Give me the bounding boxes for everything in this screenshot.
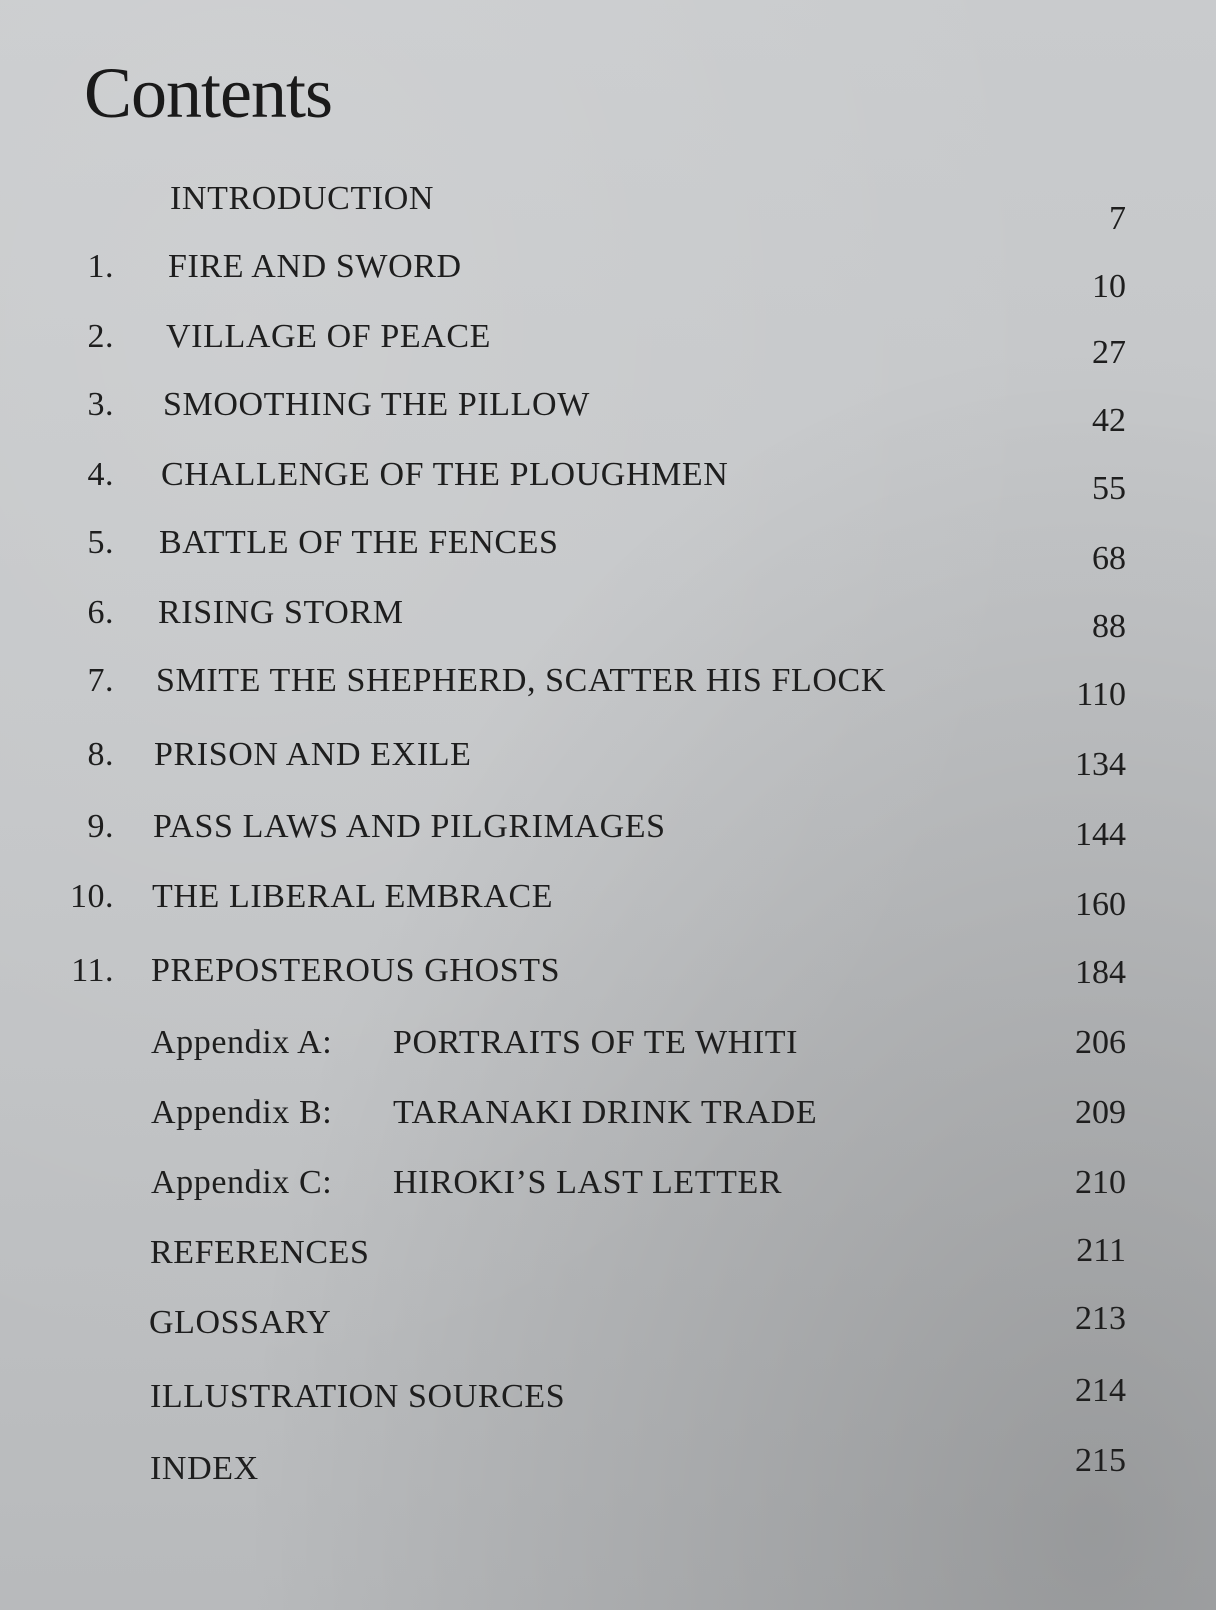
entry-title: ILLUSTRATION SOURCES bbox=[150, 1378, 566, 1415]
chapter-number: 2. bbox=[87, 318, 114, 355]
page-number: 10 bbox=[1092, 268, 1126, 305]
chapter-number: 3. bbox=[87, 386, 114, 423]
page-number: 215 bbox=[1075, 1442, 1126, 1479]
entry-title: SMITE THE SHEPHERD, SCATTER HIS FLOCK bbox=[156, 662, 886, 699]
chapter-number: 7. bbox=[87, 662, 114, 699]
page-number: 209 bbox=[1075, 1094, 1126, 1131]
page-number: 210 bbox=[1075, 1164, 1126, 1201]
page-number: 110 bbox=[1076, 676, 1126, 713]
page-number: 211 bbox=[1076, 1232, 1126, 1269]
entry-title: PRISON AND EXILE bbox=[154, 736, 472, 773]
entry-title: INTRODUCTION bbox=[170, 180, 435, 217]
entry-title: PORTRAITS OF TE WHITI bbox=[393, 1024, 799, 1061]
entry-title: REFERENCES bbox=[150, 1234, 370, 1271]
entry-title: BATTLE OF THE FENCES bbox=[159, 524, 559, 561]
page-number: 134 bbox=[1075, 746, 1126, 783]
page-title: Contents bbox=[84, 53, 333, 133]
entry-title: SMOOTHING THE PILLOW bbox=[163, 386, 590, 423]
entry-title: TARANAKI DRINK TRADE bbox=[393, 1094, 818, 1131]
entry-title: THE LIBERAL EMBRACE bbox=[152, 878, 554, 915]
page-number: 42 bbox=[1092, 402, 1126, 439]
chapter-number: 5. bbox=[87, 524, 114, 561]
entry-title: VILLAGE OF PEACE bbox=[166, 318, 492, 355]
page-number: 7 bbox=[1109, 200, 1126, 237]
entry-title: FIRE AND SWORD bbox=[168, 248, 462, 285]
entry-title: HIROKI’S LAST LETTER bbox=[393, 1164, 783, 1201]
page-number: 55 bbox=[1092, 470, 1126, 507]
page-number: 144 bbox=[1075, 816, 1126, 853]
entry-title: PASS LAWS AND PILGRIMAGES bbox=[153, 808, 666, 845]
page-number: 213 bbox=[1075, 1300, 1126, 1337]
chapter-number: 4. bbox=[87, 456, 114, 493]
chapter-number: 10. bbox=[70, 878, 114, 915]
appendix-prefix: Appendix A: bbox=[151, 1024, 333, 1061]
chapter-number: 9. bbox=[87, 808, 114, 845]
page-number: 88 bbox=[1092, 608, 1126, 645]
appendix-prefix: Appendix C: bbox=[151, 1164, 333, 1201]
page-number: 27 bbox=[1092, 334, 1126, 371]
page-number: 160 bbox=[1075, 886, 1126, 923]
chapter-number: 6. bbox=[87, 594, 114, 631]
entry-title: INDEX bbox=[150, 1450, 259, 1487]
page-number: 206 bbox=[1075, 1024, 1126, 1061]
page-number: 214 bbox=[1075, 1372, 1126, 1409]
entry-title: CHALLENGE OF THE PLOUGHMEN bbox=[161, 456, 729, 493]
page-number: 68 bbox=[1092, 540, 1126, 577]
entry-title: RISING STORM bbox=[158, 594, 404, 631]
chapter-number: 8. bbox=[87, 736, 114, 773]
entry-title: GLOSSARY bbox=[149, 1304, 332, 1341]
appendix-prefix: Appendix B: bbox=[151, 1094, 333, 1131]
chapter-number: 11. bbox=[71, 952, 114, 989]
chapter-number: 1. bbox=[87, 248, 114, 285]
page-number: 184 bbox=[1075, 954, 1126, 991]
entry-title: PREPOSTEROUS GHOSTS bbox=[151, 952, 561, 989]
